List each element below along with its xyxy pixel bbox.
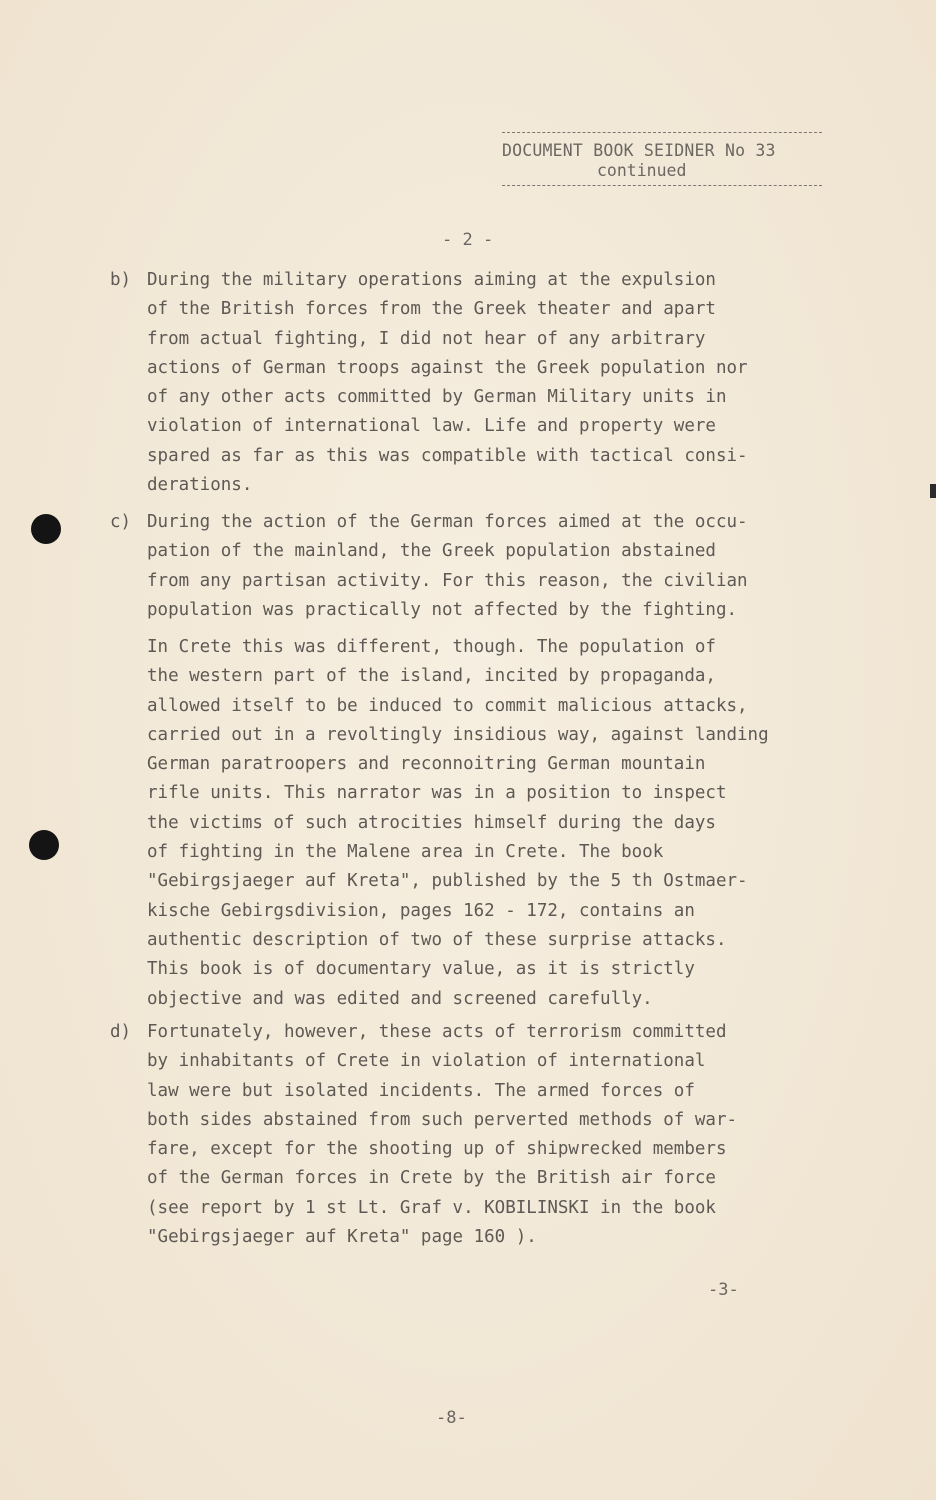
paragraph-c2-line: "Gebirgsjaeger auf Kreta", published by the 5 th Ostmaer- [147, 871, 748, 892]
paragraph-d [110, 1018, 737, 1252]
paragraph-b-line: During the military operations aiming at the expulsion [147, 270, 716, 290]
paragraph-c2-line: the western part of the island, incited by propaganda, [147, 666, 716, 687]
edge-mark [930, 484, 936, 498]
paragraph-b-line: violation of international law. Life and property were [147, 416, 716, 437]
paragraph-c-marker: c) [110, 512, 132, 532]
paragraph-b-line: from actual fighting, I did not hear of any arbitrary [147, 328, 706, 349]
paragraph-b-line: actions of German troops against the Greek population nor [147, 357, 748, 378]
paragraph-b-line: spared as far as this was compatible with tactical consi- [147, 445, 748, 466]
paragraph-d-line: (see report by 1 st Lt. Graf v. KOBILINSKI in the book [147, 1197, 716, 1218]
paragraph-b-line: of the British forces from the Greek theater and apart [147, 299, 716, 320]
paragraph-b-marker: b) [110, 270, 132, 290]
paragraph-b-line: of any other acts committed by German Military units in [147, 387, 727, 408]
paragraph-c2-line: authentic description of two of these surprise attacks. [147, 929, 727, 950]
header-title: DOCUMENT BOOK SEIDNER No 33 [502, 141, 776, 160]
next-page-marker: -3- [708, 1280, 739, 1300]
paragraph-c2-line: This book is of documentary value, as it is strictly [147, 959, 695, 980]
paragraph-c-line: During the action of the German forces aimed at the occu- [147, 512, 748, 532]
paragraph-d-line: law were but isolated incidents. The armed forces of [147, 1080, 695, 1101]
paragraph-c [110, 508, 748, 625]
punch-hole [29, 830, 59, 860]
paragraph-c2-line: German paratroopers and reconnoitring German mountain [147, 754, 706, 775]
footer-page-number: -8- [436, 1408, 467, 1428]
header-rule-bottom [502, 185, 822, 186]
paragraph-b-line: derations. [147, 475, 253, 496]
paragraph-c2-line: In Crete this was different, though. The population of [147, 637, 716, 657]
punch-hole [31, 514, 61, 544]
paragraph-d-line: both sides abstained from such perverted methods of war- [147, 1109, 738, 1130]
document-header [502, 132, 822, 186]
paragraph-d-line: of the German forces in Crete by the British air force [147, 1168, 716, 1189]
paragraph-c-line: pation of the mainland, the Greek population abstained [147, 541, 716, 562]
paragraph-c-line: population was practically not affected by the fighting. [147, 599, 738, 620]
paragraph-c-continued [147, 633, 769, 1014]
paragraph-c2-line: objective and was edited and screened carefully. [147, 988, 653, 1009]
paragraph-c2-line: of fighting in the Malene area in Crete. The book [147, 842, 664, 863]
paragraph-c2-line: rifle units. This narrator was in a position to inspect [147, 783, 727, 804]
paragraph-c2-line: the victims of such atrocities himself during the days [147, 812, 716, 833]
paragraph-b [110, 266, 748, 500]
paragraph-c2-line: allowed itself to be induced to commit malicious attacks, [147, 695, 748, 716]
paragraph-d-marker: d) [110, 1022, 132, 1042]
paragraph-d-line: Fortunately, however, these acts of terrorism committed [147, 1022, 727, 1042]
paragraph-c2-line: carried out in a revoltingly insidious way, against landing [147, 724, 769, 745]
header-subtitle: continued [597, 161, 687, 180]
paragraph-d-line: "Gebirgsjaeger auf Kreta" page 160 ). [147, 1227, 537, 1248]
paragraph-c-line: from any partisan activity. For this reason, the civilian [147, 570, 748, 591]
page-marker: - 2 - [442, 230, 494, 250]
header-rule-top [502, 132, 822, 133]
paragraph-c2-line: kische Gebirgsdivision, pages 162 - 172, contains an [147, 900, 695, 921]
paragraph-d-line: by inhabitants of Crete in violation of international [147, 1051, 706, 1072]
paragraph-d-line: fare, except for the shooting up of shipwrecked members [147, 1139, 727, 1160]
